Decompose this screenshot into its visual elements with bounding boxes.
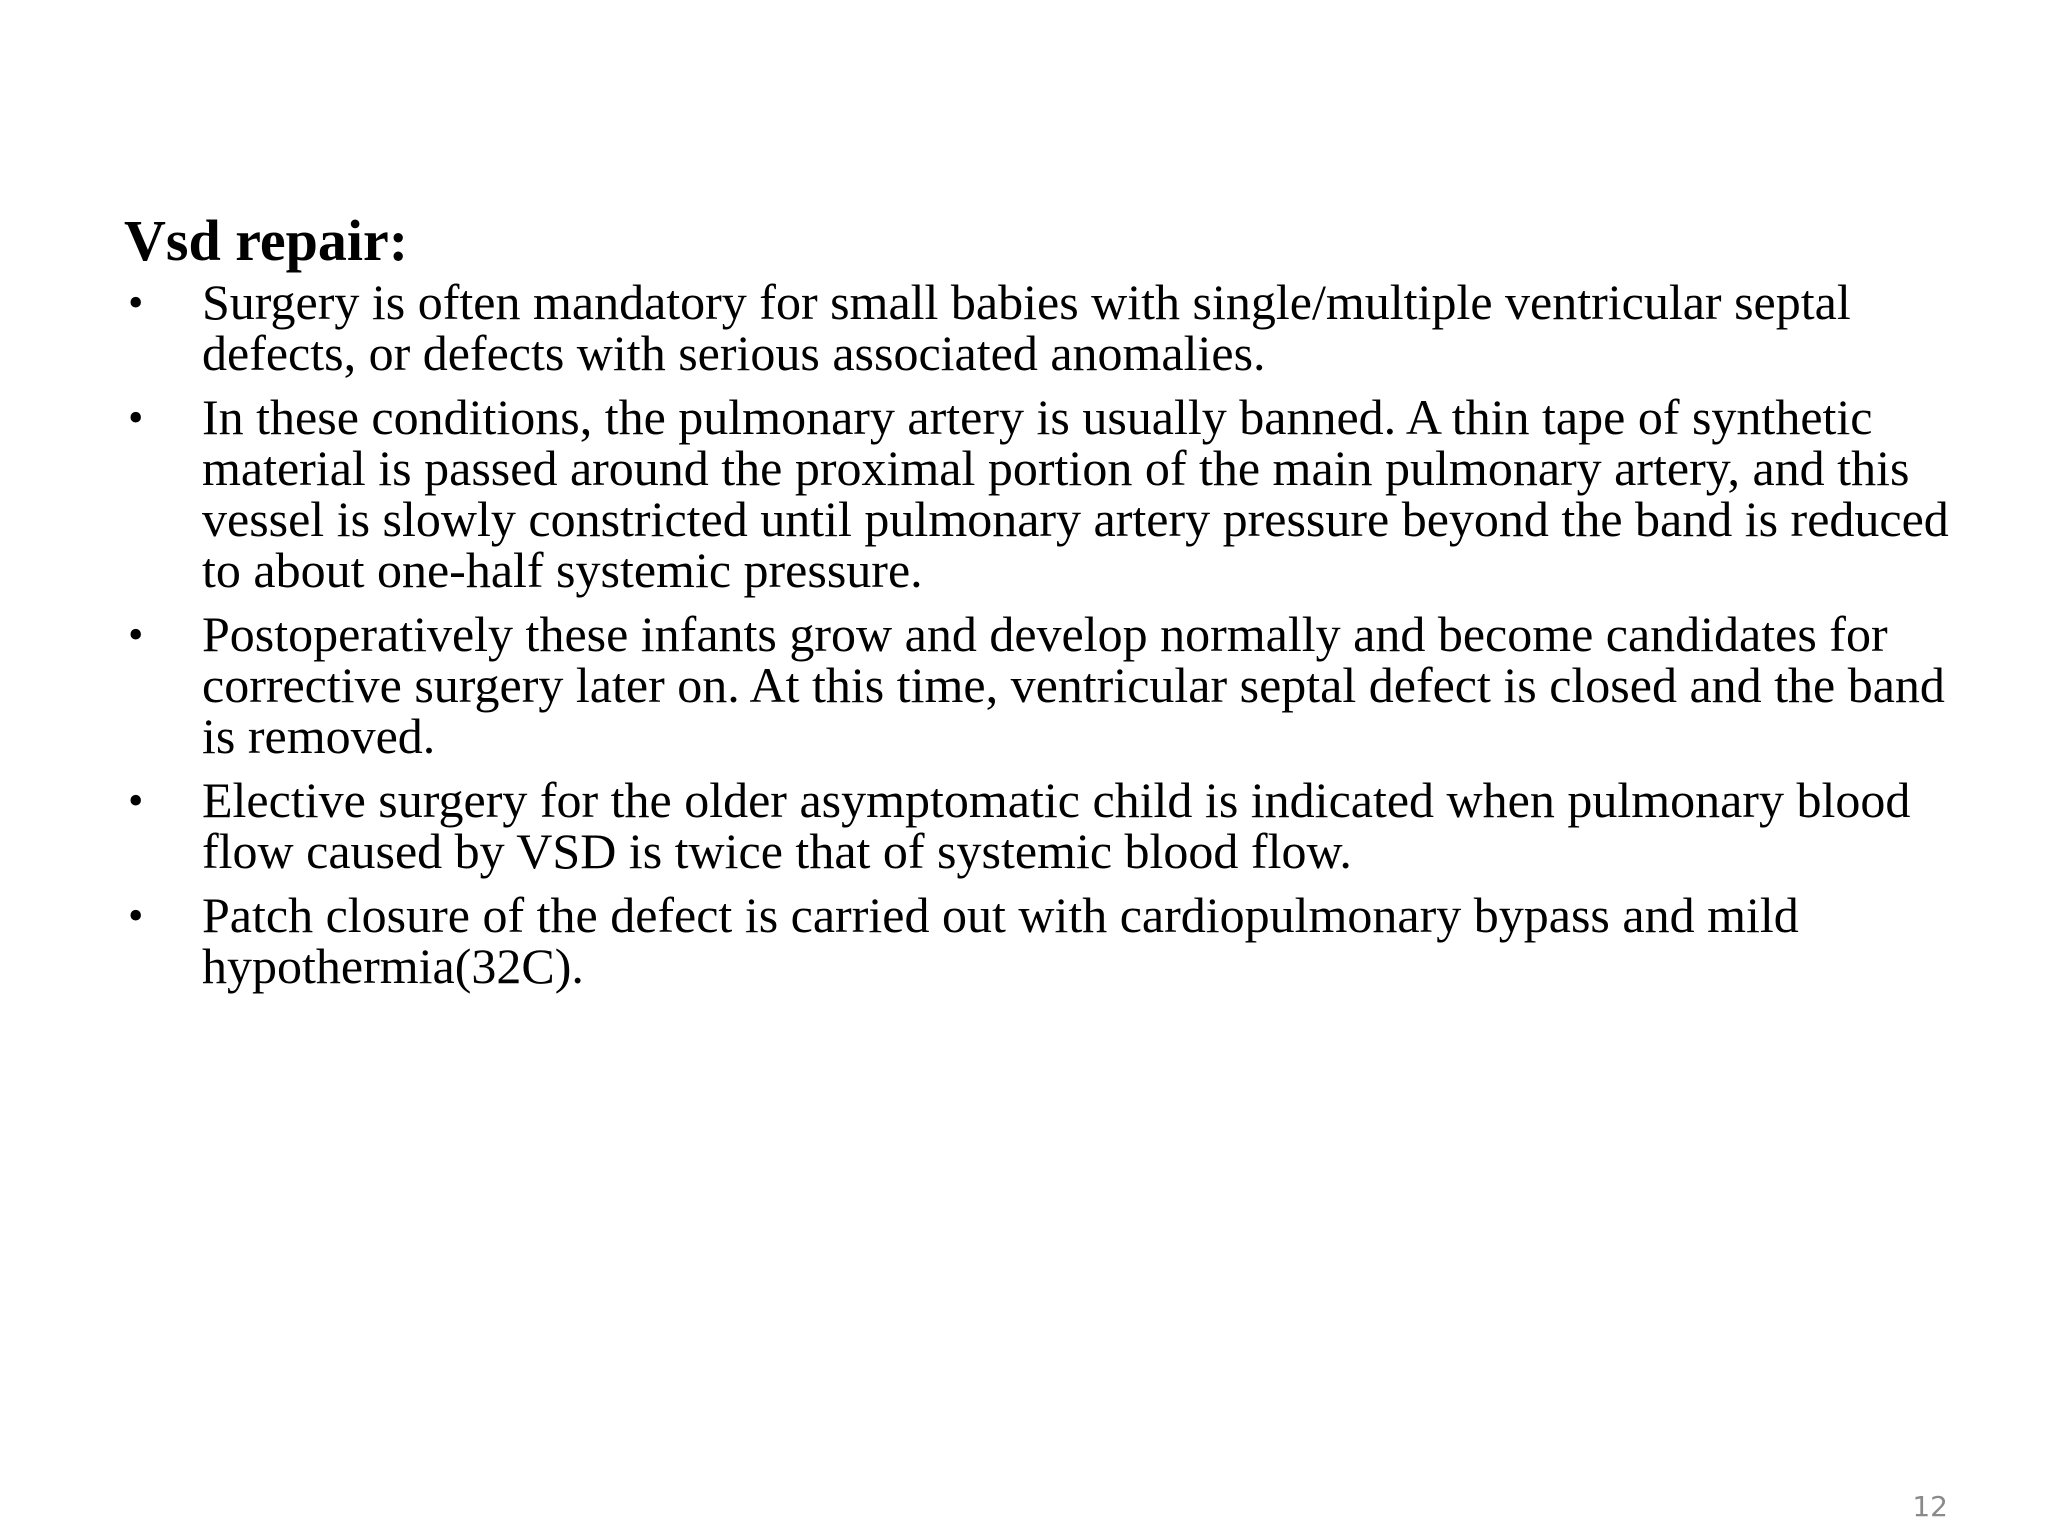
bullet-text: Patch closure of the defect is carried out with cardiopulmonary bypass and mild hypothermia(32C). <box>202 886 1799 994</box>
bullet-text: Elective surgery for the older asymptomatic child is indicated when pulmonary blood flow caused by VSD is twice that of systemic blood flow. <box>202 771 1911 879</box>
bullet-marker: • <box>128 775 144 825</box>
bullet-item <box>124 273 1964 381</box>
slide-content <box>124 208 1964 1005</box>
page-number: 12 <box>1912 1490 1948 1523</box>
bullet-list <box>124 273 1964 994</box>
bullet-marker: • <box>128 890 144 940</box>
bullet-marker: • <box>128 277 144 327</box>
bullet-marker: • <box>128 609 144 659</box>
bullet-text: Postoperatively these infants grow and develop normally and become candidates for corrective surgery later on. At this time, ventricular septal defect is closed and the band is removed. <box>202 605 1945 764</box>
bullet-marker: • <box>128 392 144 442</box>
bullet-item <box>124 388 1964 598</box>
bullet-item <box>124 771 1964 879</box>
slide-title: Vsd repair: <box>124 208 409 273</box>
bullet-text: In these conditions, the pulmonary artery is usually banned. A thin tape of synthetic material is passed around the proximal portion of the main pulmonary artery, and this vessel is slowly constricted until pulmonary artery pressure beyond the band is reduced to about one-half systemic pressure. <box>202 388 1949 598</box>
bullet-item <box>124 605 1964 764</box>
bullet-item <box>124 886 1964 994</box>
bullet-text: Surgery is often mandatory for small babies with single/multiple ventricular septal defects, or defects with serious associated anomalies. <box>202 273 1851 381</box>
